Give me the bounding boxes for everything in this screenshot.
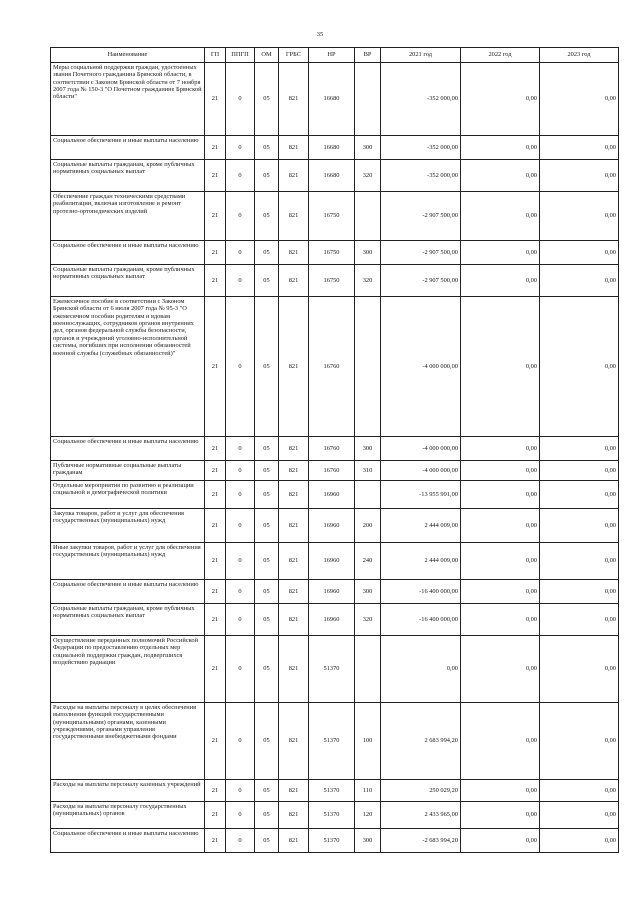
- row-gp-cell: 21: [205, 461, 226, 481]
- row-om-cell: 05: [255, 297, 279, 437]
- row-name-cell: Социальные выплаты гражданам, кроме публичных нормативных социальных выплат: [51, 160, 205, 192]
- row-2021-cell: -2 683 994,20: [381, 829, 461, 853]
- row-2023-cell: 0,00: [540, 703, 619, 780]
- row-gp-cell: 21: [205, 63, 226, 136]
- row-gp-cell: 21: [205, 780, 226, 802]
- row-gp-cell: 21: [205, 580, 226, 604]
- row-2023-cell: 0,00: [540, 636, 619, 703]
- row-2022-cell: 0,00: [461, 160, 540, 192]
- row-vr-cell: 300: [355, 580, 381, 604]
- row-2021-cell: -2 907 500,00: [381, 192, 461, 241]
- row-grbs-cell: 821: [279, 461, 309, 481]
- row-2023-cell: 0,00: [540, 63, 619, 136]
- row-name-cell: Осуществление переданных полномочий Российской Федерации по предоставлению отдельных мер социальной поддержки граждан, подвергшихся воздействию радиации: [51, 636, 205, 703]
- row-name-cell: Социальное обеспечение и иные выплаты населению: [51, 580, 205, 604]
- row-gp-cell: 21: [205, 241, 226, 265]
- row-2022-cell: 0,00: [461, 481, 540, 509]
- row-vr-cell: [355, 481, 381, 509]
- row-vr-cell: 200: [355, 509, 381, 543]
- row-2023-cell: 0,00: [540, 481, 619, 509]
- row-2022-cell: 0,00: [461, 829, 540, 853]
- row-2023-cell: 0,00: [540, 829, 619, 853]
- header-name: Наименование: [51, 48, 205, 63]
- row-2022-cell: 0,00: [461, 580, 540, 604]
- row-om-cell: 05: [255, 192, 279, 241]
- row-name-cell: Отдельные мероприятия по развитию и реализации социальной и демографической политики: [51, 481, 205, 509]
- table-row: [51, 297, 619, 437]
- row-ppgp-cell: 0: [226, 802, 255, 829]
- row-om-cell: 05: [255, 136, 279, 160]
- row-nr-cell: 16760: [309, 437, 355, 461]
- row-grbs-cell: 821: [279, 192, 309, 241]
- row-2022-cell: 0,00: [461, 192, 540, 241]
- row-nr-cell: 51370: [309, 636, 355, 703]
- row-gp-cell: 21: [205, 297, 226, 437]
- header-2021: 2021 год: [381, 48, 461, 63]
- row-2022-cell: 0,00: [461, 509, 540, 543]
- row-grbs-cell: 821: [279, 136, 309, 160]
- row-gp-cell: 21: [205, 703, 226, 780]
- row-nr-cell: 16960: [309, 509, 355, 543]
- row-name-cell: Социальное обеспечение и иные выплаты населению: [51, 829, 205, 853]
- row-nr-cell: 51370: [309, 829, 355, 853]
- row-2021-cell: 2 444 009,00: [381, 509, 461, 543]
- row-ppgp-cell: 0: [226, 297, 255, 437]
- row-2023-cell: 0,00: [540, 241, 619, 265]
- table-row: [51, 160, 619, 192]
- row-name-cell: Социальные выплаты гражданам, кроме публичных нормативных социальных выплат: [51, 265, 205, 297]
- row-name-cell: Ежемесячное пособие в соответствии с Законом Брянской области от 6 июля 2007 года № 95-3 "О ежемесячном пособии родителям и вдовам военнослужащих, сотрудников органов внутренних дел, органов федеральной службы безопасности, органов и учреждений уголовно-исполнительной системы, погибших при исполнении обязанностей военной службы (служебных обязанностей)": [51, 297, 205, 437]
- row-2023-cell: 0,00: [540, 192, 619, 241]
- row-2021-cell: 2 683 994,20: [381, 703, 461, 780]
- row-name-cell: Расходы на выплаты персоналу казенных учреждений: [51, 780, 205, 802]
- row-ppgp-cell: 0: [226, 604, 255, 636]
- table-row: [51, 241, 619, 265]
- row-om-cell: 05: [255, 703, 279, 780]
- row-2021-cell: -13 955 991,00: [381, 481, 461, 509]
- row-gp-cell: 21: [205, 636, 226, 703]
- row-vr-cell: 110: [355, 780, 381, 802]
- row-om-cell: 05: [255, 543, 279, 580]
- row-2022-cell: 0,00: [461, 63, 540, 136]
- row-om-cell: 05: [255, 580, 279, 604]
- table-row: [51, 636, 619, 703]
- row-vr-cell: 320: [355, 160, 381, 192]
- row-ppgp-cell: 0: [226, 437, 255, 461]
- row-grbs-cell: 821: [279, 604, 309, 636]
- row-grbs-cell: 821: [279, 703, 309, 780]
- row-grbs-cell: 821: [279, 160, 309, 192]
- row-nr-cell: 16760: [309, 461, 355, 481]
- row-vr-cell: [355, 636, 381, 703]
- row-2023-cell: 0,00: [540, 437, 619, 461]
- row-nr-cell: 16960: [309, 481, 355, 509]
- row-2021-cell: -352 000,00: [381, 63, 461, 136]
- row-ppgp-cell: 0: [226, 509, 255, 543]
- table-body: [51, 63, 619, 853]
- row-nr-cell: 16680: [309, 160, 355, 192]
- row-2022-cell: 0,00: [461, 604, 540, 636]
- row-nr-cell: 16960: [309, 580, 355, 604]
- row-om-cell: 05: [255, 780, 279, 802]
- row-grbs-cell: 821: [279, 437, 309, 461]
- row-2021-cell: -4 000 000,00: [381, 297, 461, 437]
- row-ppgp-cell: 0: [226, 829, 255, 853]
- header-grbs: ГРБС: [279, 48, 309, 63]
- row-2023-cell: 0,00: [540, 780, 619, 802]
- row-name-cell: Публичные нормативные социальные выплаты гражданам: [51, 461, 205, 481]
- row-gp-cell: 21: [205, 604, 226, 636]
- row-om-cell: 05: [255, 160, 279, 192]
- table-row: [51, 481, 619, 509]
- row-nr-cell: 16750: [309, 192, 355, 241]
- row-vr-cell: [355, 297, 381, 437]
- row-name-cell: Социальные выплаты гражданам, кроме публичных нормативных социальных выплат: [51, 604, 205, 636]
- row-2021-cell: 250 029,20: [381, 780, 461, 802]
- row-om-cell: 05: [255, 802, 279, 829]
- row-om-cell: 05: [255, 437, 279, 461]
- row-2023-cell: 0,00: [540, 136, 619, 160]
- table-row: [51, 543, 619, 580]
- row-om-cell: 05: [255, 241, 279, 265]
- row-name-cell: Меры социальной поддержки граждан, удостоенных звания Почетного гражданина Брянской области, в соответствии с Законом Брянской области от 7 ноября 2007 года № 150-3 "О Почетном гражданине Брянской области": [51, 63, 205, 136]
- row-grbs-cell: 821: [279, 580, 309, 604]
- row-2022-cell: 0,00: [461, 780, 540, 802]
- row-vr-cell: [355, 192, 381, 241]
- row-gp-cell: 21: [205, 136, 226, 160]
- row-name-cell: Закупка товаров, работ и услуг для обеспечения государственных (муниципальных) нужд: [51, 509, 205, 543]
- row-ppgp-cell: 0: [226, 192, 255, 241]
- row-ppgp-cell: 0: [226, 136, 255, 160]
- row-grbs-cell: 821: [279, 802, 309, 829]
- table-row: [51, 580, 619, 604]
- row-ppgp-cell: 0: [226, 703, 255, 780]
- row-2023-cell: 0,00: [540, 604, 619, 636]
- row-2023-cell: 0,00: [540, 580, 619, 604]
- row-vr-cell: 300: [355, 136, 381, 160]
- table-row: [51, 265, 619, 297]
- table-row: [51, 802, 619, 829]
- header-2022: 2022 год: [461, 48, 540, 63]
- header-nr: НР: [309, 48, 355, 63]
- row-gp-cell: 21: [205, 481, 226, 509]
- row-nr-cell: 16680: [309, 136, 355, 160]
- row-gp-cell: 21: [205, 437, 226, 461]
- row-grbs-cell: 821: [279, 509, 309, 543]
- row-vr-cell: 320: [355, 604, 381, 636]
- row-2022-cell: 0,00: [461, 265, 540, 297]
- row-om-cell: 05: [255, 461, 279, 481]
- row-2023-cell: 0,00: [540, 461, 619, 481]
- row-nr-cell: 51370: [309, 780, 355, 802]
- row-2023-cell: 0,00: [540, 265, 619, 297]
- row-om-cell: 05: [255, 636, 279, 703]
- row-om-cell: 05: [255, 509, 279, 543]
- row-2021-cell: 2 444 009,00: [381, 543, 461, 580]
- row-nr-cell: 16750: [309, 241, 355, 265]
- row-gp-cell: 21: [205, 543, 226, 580]
- header-ppgp: ППГП: [226, 48, 255, 63]
- table-row: [51, 780, 619, 802]
- header-om: ОМ: [255, 48, 279, 63]
- row-name-cell: Расходы на выплаты персоналу государственных (муниципальных) органов: [51, 802, 205, 829]
- row-gp-cell: 21: [205, 160, 226, 192]
- row-vr-cell: 240: [355, 543, 381, 580]
- row-nr-cell: 16960: [309, 543, 355, 580]
- row-om-cell: 05: [255, 63, 279, 136]
- row-vr-cell: 320: [355, 265, 381, 297]
- row-om-cell: 05: [255, 481, 279, 509]
- row-2022-cell: 0,00: [461, 703, 540, 780]
- row-om-cell: 05: [255, 829, 279, 853]
- row-vr-cell: 100: [355, 703, 381, 780]
- header-gp: ГП: [205, 48, 226, 63]
- row-2022-cell: 0,00: [461, 136, 540, 160]
- row-vr-cell: [355, 63, 381, 136]
- row-name-cell: Обеспечение граждан техническими средствами реабилитации, включая изготовление и ремонт протезно-ортопедических изделий: [51, 192, 205, 241]
- row-2023-cell: 0,00: [540, 160, 619, 192]
- row-2022-cell: 0,00: [461, 461, 540, 481]
- row-2021-cell: -2 907 500,00: [381, 265, 461, 297]
- row-2023-cell: 0,00: [540, 543, 619, 580]
- row-2022-cell: 0,00: [461, 437, 540, 461]
- row-om-cell: 05: [255, 604, 279, 636]
- row-grbs-cell: 821: [279, 780, 309, 802]
- row-nr-cell: 16750: [309, 265, 355, 297]
- row-nr-cell: 51370: [309, 703, 355, 780]
- table-row: [51, 829, 619, 853]
- row-2021-cell: -352 000,00: [381, 160, 461, 192]
- table-row: [51, 437, 619, 461]
- table-header-row: [51, 48, 619, 63]
- row-ppgp-cell: 0: [226, 265, 255, 297]
- row-2022-cell: 0,00: [461, 543, 540, 580]
- row-nr-cell: 51370: [309, 802, 355, 829]
- row-ppgp-cell: 0: [226, 636, 255, 703]
- header-2023: 2023 год: [540, 48, 619, 63]
- row-2021-cell: -352 000,00: [381, 136, 461, 160]
- row-2023-cell: 0,00: [540, 802, 619, 829]
- row-2022-cell: 0,00: [461, 297, 540, 437]
- table-row: [51, 192, 619, 241]
- row-nr-cell: 16960: [309, 604, 355, 636]
- row-ppgp-cell: 0: [226, 160, 255, 192]
- row-ppgp-cell: 0: [226, 481, 255, 509]
- row-grbs-cell: 821: [279, 829, 309, 853]
- row-ppgp-cell: 0: [226, 241, 255, 265]
- row-gp-cell: 21: [205, 802, 226, 829]
- row-grbs-cell: 821: [279, 241, 309, 265]
- row-ppgp-cell: 0: [226, 780, 255, 802]
- row-2022-cell: 0,00: [461, 636, 540, 703]
- row-grbs-cell: 821: [279, 265, 309, 297]
- row-2021-cell: 0,00: [381, 636, 461, 703]
- row-ppgp-cell: 0: [226, 461, 255, 481]
- row-nr-cell: 16680: [309, 63, 355, 136]
- row-2023-cell: 0,00: [540, 509, 619, 543]
- row-ppgp-cell: 0: [226, 63, 255, 136]
- row-2021-cell: -2 907 500,00: [381, 241, 461, 265]
- row-gp-cell: 21: [205, 192, 226, 241]
- table-row: [51, 703, 619, 780]
- row-name-cell: Расходы на выплаты персоналу в целях обеспечения выполнения функций государственными (муниципальными) органами, казенными учреждениями, органами управления государственными внебюджетными фондами: [51, 703, 205, 780]
- row-name-cell: Иные закупки товаров, работ и услуг для обеспечения государственных (муниципальных) нужд: [51, 543, 205, 580]
- page-number: 35: [316, 31, 324, 38]
- row-2021-cell: -16 400 000,00: [381, 604, 461, 636]
- table-row: [51, 63, 619, 136]
- row-2023-cell: 0,00: [540, 297, 619, 437]
- row-vr-cell: 300: [355, 241, 381, 265]
- row-gp-cell: 21: [205, 829, 226, 853]
- row-grbs-cell: 821: [279, 481, 309, 509]
- row-nr-cell: 16760: [309, 297, 355, 437]
- row-name-cell: Социальное обеспечение и иные выплаты населению: [51, 437, 205, 461]
- row-om-cell: 05: [255, 265, 279, 297]
- row-vr-cell: 300: [355, 437, 381, 461]
- row-vr-cell: 310: [355, 461, 381, 481]
- row-ppgp-cell: 0: [226, 580, 255, 604]
- table-row: [51, 136, 619, 160]
- row-grbs-cell: 821: [279, 297, 309, 437]
- row-vr-cell: 300: [355, 829, 381, 853]
- row-2022-cell: 0,00: [461, 802, 540, 829]
- row-2022-cell: 0,00: [461, 241, 540, 265]
- table-row: [51, 604, 619, 636]
- budget-table: [50, 47, 619, 853]
- row-2021-cell: -4 000 000,00: [381, 437, 461, 461]
- row-2021-cell: -4 000 000,00: [381, 461, 461, 481]
- row-grbs-cell: 821: [279, 636, 309, 703]
- row-grbs-cell: 821: [279, 63, 309, 136]
- row-gp-cell: 21: [205, 509, 226, 543]
- row-gp-cell: 21: [205, 265, 226, 297]
- row-ppgp-cell: 0: [226, 543, 255, 580]
- table-row: [51, 509, 619, 543]
- row-vr-cell: 120: [355, 802, 381, 829]
- row-grbs-cell: 821: [279, 543, 309, 580]
- header-vr: ВР: [355, 48, 381, 63]
- table-row: [51, 461, 619, 481]
- row-2021-cell: -16 400 000,00: [381, 580, 461, 604]
- row-name-cell: Социальное обеспечение и иные выплаты населению: [51, 136, 205, 160]
- row-name-cell: Социальное обеспечение и иные выплаты населению: [51, 241, 205, 265]
- row-2021-cell: 2 433 965,00: [381, 802, 461, 829]
